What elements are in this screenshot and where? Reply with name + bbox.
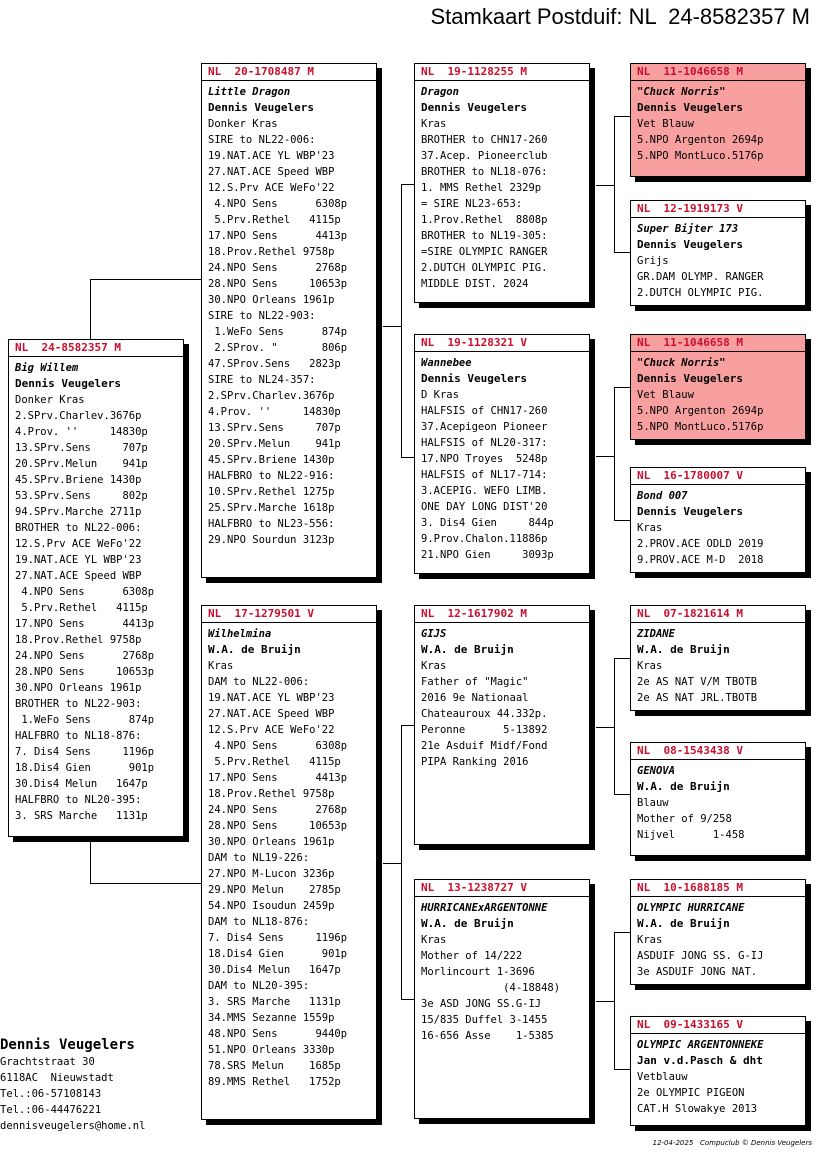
pigeon-card-sire-sire-dam[interactable] <box>630 200 806 306</box>
info-line: 5.NPO MontLuco.5176p <box>637 150 764 162</box>
owner-name: Dennis Veugelers <box>208 101 314 114</box>
info-line: 2e OLYMPIC PIGEON <box>637 1087 745 1099</box>
info-line: ONE DAY LONG DIST'20 <box>421 501 548 513</box>
info-line: 21e Asduif Midf/Fond <box>421 740 548 752</box>
ring-number: NL 16-1780007 V <box>631 468 805 485</box>
owner-name: W.A. de Bruijn <box>637 917 730 930</box>
connector-line <box>401 184 402 458</box>
info-line: Chateauroux 44.332p. <box>421 708 548 720</box>
info-line: PIPA Ranking 2016 <box>421 756 529 768</box>
pigeon-name: ZIDANE <box>637 628 675 640</box>
connector-line <box>614 387 630 388</box>
pigeon-name: Little Dragon <box>208 86 291 98</box>
connector-line <box>614 932 615 1070</box>
info-line: HALFSIS of NL17-714: <box>421 469 548 481</box>
info-line: 2.SProv. " 806p <box>208 342 348 354</box>
pigeon-card-subject[interactable] <box>8 339 184 837</box>
owner-name: Dennis Veugelers <box>637 505 743 518</box>
owner-name: Dennis Veugelers <box>421 101 527 114</box>
pigeon-card-dam-sire-sire[interactable] <box>630 605 806 711</box>
connector-line <box>614 932 630 933</box>
info-line: 48.NPO Sens 9440p <box>208 1028 348 1040</box>
footer-credit: 12-04-2025 Compuclub © Dennis Veugelers <box>652 1139 812 1147</box>
info-line: BROTHER to CHN17-260 <box>421 134 548 146</box>
connector-line <box>614 658 630 659</box>
connector-line <box>383 863 401 864</box>
info-line: Nijvel 1-458 <box>637 829 745 841</box>
pigeon-name: Wannebee <box>421 357 472 369</box>
breeder-info <box>0 1036 145 1134</box>
ring-number: NL 11-1046658 M <box>631 64 805 81</box>
info-line: 27.NAT.ACE Speed WBP <box>15 570 142 582</box>
pigeon-card-sire-dam-dam[interactable] <box>630 467 806 573</box>
info-line: 2.SPrv.Charlev.3676p <box>15 410 142 422</box>
info-line: 12.S.Prv ACE WeFo'22 <box>15 538 142 550</box>
info-line: 17.NPO Sens 4413p <box>208 772 348 784</box>
info-line: 18.Prov.Rethel 9758p <box>208 788 335 800</box>
info-line: 18.Dis4 Gien 901p <box>208 948 348 960</box>
info-line: 45.SPrv.Briene 1430p <box>208 454 335 466</box>
ring-number: NL 12-1617902 M <box>415 606 589 623</box>
info-line: 30.Dis4 Melun 1647p <box>208 964 341 976</box>
info-line: 4.Prov. '' 14830p <box>208 406 341 418</box>
info-line: 13.SPrv.Sens 707p <box>208 422 341 434</box>
info-line: 5.NPO Argenton 2694p <box>637 405 764 417</box>
info-line: Blauw <box>637 797 669 809</box>
info-line: 24.NPO Sens 2768p <box>208 804 348 816</box>
connector-line <box>596 1001 614 1002</box>
info-line: Kras <box>637 522 663 534</box>
connector-line <box>383 326 401 327</box>
info-line: Peronne 5-13892 <box>421 724 548 736</box>
info-line: 17.NPO Sens 4413p <box>15 618 155 630</box>
info-line: =SIRE OLYMPIC RANGER <box>421 246 548 258</box>
info-line: 28.NPO Sens 10653p <box>208 820 348 832</box>
connector-line <box>401 725 402 1000</box>
connector-line <box>401 999 414 1000</box>
connector-line <box>401 184 414 185</box>
connector-line <box>614 1069 630 1070</box>
info-line: 89.MMS Rethel 1752p <box>208 1076 341 1088</box>
info-line: Kras <box>637 934 663 946</box>
info-line: HALFBRO to NL22-916: <box>208 470 335 482</box>
info-line: 25.SPrv.Marche 1618p <box>208 502 335 514</box>
info-line: 16-656 Asse 1-5385 <box>421 1030 554 1042</box>
connector-line <box>90 883 201 884</box>
info-line: Grijs <box>637 255 669 267</box>
info-line: 51.NPO Orleans 3330p <box>208 1044 335 1056</box>
pigeon-card-dam-sire-dam[interactable] <box>630 742 806 856</box>
info-line: D Kras <box>421 389 459 401</box>
info-line: Morlincourt 1-3696 <box>421 966 535 978</box>
info-line: 9.Prov.Chalon.11886p <box>421 533 548 545</box>
connector-line <box>596 185 614 186</box>
info-line: CAT.H Slowakye 2013 <box>637 1103 758 1115</box>
ring-number: NL 07-1821614 M <box>631 606 805 623</box>
info-line: 7. Dis4 Sens 1196p <box>208 932 348 944</box>
owner-name: Dennis Veugelers <box>637 238 743 251</box>
info-line: Donker Kras <box>208 118 278 130</box>
breeder-postcode-city: 6118AC Nieuwstadt <box>0 1072 114 1084</box>
info-line: 2.SPrv.Charlev.3676p <box>208 390 335 402</box>
info-line: 5.Prv.Rethel 4115p <box>15 602 148 614</box>
info-line: Vet Blauw <box>637 118 694 130</box>
ring-number: NL 12-1919173 V <box>631 201 805 218</box>
owner-name: Dennis Veugelers <box>637 101 743 114</box>
owner-name: W.A. de Bruijn <box>208 643 301 656</box>
info-line: 2e AS NAT V/M TBOTB <box>637 676 758 688</box>
ring-number: NL 10-1688185 M <box>631 880 805 897</box>
info-line: 17.NPO Troyes 5248p <box>421 453 548 465</box>
info-line: 37.Acep. Pioneerclub <box>421 150 548 162</box>
pigeon-card-dam[interactable] <box>201 605 377 1120</box>
info-line: BROTHER to NL18-076: <box>421 166 548 178</box>
info-line: DAM to NL19-226: <box>208 852 310 864</box>
info-line: 29.NPO Melun 2785p <box>208 884 341 896</box>
ring-number: NL 09-1433165 V <box>631 1017 805 1034</box>
info-line: DAM to NL20-395: <box>208 980 310 992</box>
connector-line <box>614 387 615 521</box>
info-line: 3e ASDUIF JONG NAT. <box>637 966 758 978</box>
connector-line <box>596 456 614 457</box>
info-line: 20.SPrv.Melun 941p <box>208 438 341 450</box>
info-line: 29.NPO Sourdun 3123p <box>208 534 335 546</box>
info-line: 54.NPO Isoudun 2459p <box>208 900 335 912</box>
info-line: 27.NAT.ACE Speed WBP <box>208 708 335 720</box>
info-line: 19.NAT.ACE YL WBP'23 <box>208 150 335 162</box>
info-line: 78.SRS Melun 1685p <box>208 1060 341 1072</box>
pigeon-card-dam-sire[interactable] <box>414 605 590 845</box>
ring-number: NL 24-8582357 M <box>9 340 183 357</box>
info-line: 3.ACEPIG. WEFO LIMB. <box>421 485 548 497</box>
owner-name: Dennis Veugelers <box>15 377 121 390</box>
pigeon-card-dam-dam-sire[interactable] <box>630 879 806 985</box>
info-line: HALFSIS of CHN17-260 <box>421 405 548 417</box>
info-line: 12.S.Prv ACE WeFo'22 <box>208 724 335 736</box>
info-line: 4.NPO Sens 6308p <box>208 740 348 752</box>
info-line: Kras <box>421 660 447 672</box>
pigeon-name: Wilhelmina <box>208 628 272 640</box>
info-line: 18.Dis4 Gien 901p <box>15 762 155 774</box>
breeder-name: Dennis Veugelers <box>0 1037 135 1053</box>
info-line: Kras <box>637 660 663 672</box>
info-line: HALFBRO to NL20-395: <box>15 794 142 806</box>
info-line: Vet Blauw <box>637 389 694 401</box>
breeder-phone-1: Tel.:06-57108143 <box>0 1088 102 1100</box>
ring-number: NL 13-1238727 V <box>415 880 589 897</box>
info-line: Kras <box>421 934 447 946</box>
info-line: MIDDLE DIST. 2024 <box>421 278 529 290</box>
connector-line <box>90 279 201 280</box>
info-line: 37.Acepigeon Pioneer <box>421 421 548 433</box>
info-line: 45.SPrv.Briene 1430p <box>15 474 142 486</box>
breeder-address: Grachtstraat 30 <box>0 1056 95 1068</box>
pigeon-card-dam-dam[interactable] <box>414 879 590 1119</box>
info-line: 2.DUTCH OLYMPIC PIG. <box>421 262 548 274</box>
info-line: 5.Prv.Rethel 4115p <box>208 214 341 226</box>
info-line: BROTHER to NL22-903: <box>15 698 142 710</box>
pigeon-name: Super Bijter 173 <box>637 223 739 235</box>
pigeon-card-sire-sire-sire[interactable] <box>630 63 806 177</box>
info-line: (4-18848) <box>421 982 561 994</box>
owner-name: Dennis Veugelers <box>637 372 743 385</box>
info-line: 28.NPO Sens 10653p <box>208 278 348 290</box>
breeder-email[interactable]: dennisveugelers@home.nl <box>0 1120 146 1132</box>
info-line: Donker Kras <box>15 394 85 406</box>
info-line: 30.NPO Orleans 1961p <box>208 294 335 306</box>
pigeon-card-sire-dam[interactable] <box>414 334 590 574</box>
info-line: Kras <box>208 660 234 672</box>
ring-number: NL 11-1046658 M <box>631 335 805 352</box>
info-line: 2.PROV.ACE ODLD 2019 <box>637 538 764 550</box>
info-line: 1. MMS Rethel 2329p <box>421 182 542 194</box>
info-line: 3. SRS Marche 1131p <box>208 996 341 1008</box>
info-line: 7. Dis4 Sens 1196p <box>15 746 155 758</box>
connector-line <box>401 725 414 726</box>
info-line: 30.Dis4 Melun 1647p <box>15 778 148 790</box>
connector-line <box>401 457 414 458</box>
info-line: 18.Prov.Rethel 9758p <box>208 246 335 258</box>
info-line: 24.NPO Sens 2768p <box>208 262 348 274</box>
pigeon-name: "Chuck Norris" <box>637 86 726 98</box>
pigeon-card-sire-dam-sire[interactable] <box>630 334 806 440</box>
pigeon-card-sire[interactable] <box>201 63 377 578</box>
info-line: DAM to NL22-006: <box>208 676 310 688</box>
info-line: 1.WeFo Sens 874p <box>208 326 348 338</box>
info-line: 21.NPO Gien 3093p <box>421 549 554 561</box>
info-line: 27.NPO M-Lucon 3236p <box>208 868 335 880</box>
info-line: 5.NPO Argenton 2694p <box>637 134 764 146</box>
connector-line <box>90 842 91 883</box>
info-line: 2e AS NAT JRL.TBOTB <box>637 692 758 704</box>
info-line: HALFSIS of NL20-317: <box>421 437 548 449</box>
info-line: 15/835 Duffel 3-1455 <box>421 1014 548 1026</box>
owner-name: W.A. de Bruijn <box>421 917 514 930</box>
pigeon-card-dam-dam-dam[interactable] <box>630 1016 806 1126</box>
info-line: 1.Prov.Rethel 8808p <box>421 214 548 226</box>
info-line: GR.DAM OLYMP. RANGER <box>637 271 764 283</box>
pigeon-name: GENOVA <box>637 765 675 777</box>
info-line: 5.NPO MontLuco.5176p <box>637 421 764 433</box>
connector-line <box>614 520 630 521</box>
connector-line <box>614 794 630 795</box>
breeder-phone-2: Tel.:06-44476221 <box>0 1104 102 1116</box>
info-line: 9.PROV.ACE M-D 2018 <box>637 554 764 566</box>
info-line: 1.WeFo Sens 874p <box>15 714 155 726</box>
pigeon-name: GIJS <box>421 628 447 640</box>
info-line: Father of "Magic" <box>421 676 529 688</box>
info-line: 19.NAT.ACE YL WBP'23 <box>15 554 142 566</box>
pigeon-name: Dragon <box>421 86 459 98</box>
info-line: Mother of 9/258 <box>637 813 732 825</box>
info-line: 4.Prov. '' 14830p <box>15 426 148 438</box>
pigeon-name: Bond 007 <box>637 490 688 502</box>
connector-line <box>614 116 615 253</box>
info-line: 3. SRS Marche 1131p <box>15 810 148 822</box>
info-line: 10.SPrv.Rethel 1275p <box>208 486 335 498</box>
info-line: 34.MMS Sezanne 1559p <box>208 1012 335 1024</box>
info-line: Kras <box>421 118 447 130</box>
info-line: 13.SPrv.Sens 707p <box>15 442 148 454</box>
info-line: SIRE to NL22-006: <box>208 134 316 146</box>
info-line: 24.NPO Sens 2768p <box>15 650 155 662</box>
info-line: 19.NAT.ACE YL WBP'23 <box>208 692 335 704</box>
info-line: 2.DUTCH OLYMPIC PIG. <box>637 287 764 299</box>
info-line: 28.NPO Sens 10653p <box>15 666 155 678</box>
info-line: 27.NAT.ACE Speed WBP <box>208 166 335 178</box>
info-line: 20.SPrv.Melun 941p <box>15 458 148 470</box>
connector-line <box>596 727 614 728</box>
owner-name: W.A. de Bruijn <box>421 643 514 656</box>
connector-line <box>614 116 630 117</box>
info-line: HALFBRO to NL23-556: <box>208 518 335 530</box>
pigeon-name: "Chuck Norris" <box>637 357 726 369</box>
info-line: ASDUIF JONG SS. G-IJ <box>637 950 764 962</box>
ring-number: NL 20-1708487 M <box>202 64 376 81</box>
owner-name: Jan v.d.Pasch & dht <box>637 1054 763 1067</box>
info-line: 53.SPrv.Sens 802p <box>15 490 148 502</box>
info-line: 3e ASD JONG SS.G-IJ <box>421 998 542 1010</box>
pigeon-name: HURRICANExARGENTONNE <box>421 902 548 914</box>
connector-line <box>90 279 91 339</box>
connector-line <box>614 658 615 795</box>
info-line: 30.NPO Orleans 1961p <box>208 836 335 848</box>
info-line: 17.NPO Sens 4413p <box>208 230 348 242</box>
pigeon-card-sire-sire[interactable] <box>414 63 590 303</box>
info-line: DAM to NL18-876: <box>208 916 310 928</box>
page-title: Stamkaart Postduif: NL 24-8582357 M <box>430 4 810 29</box>
info-line: 94.SPrv.Marche 2711p <box>15 506 142 518</box>
owner-name: W.A. de Bruijn <box>637 780 730 793</box>
ring-number: NL 19-1128255 M <box>415 64 589 81</box>
info-line: BROTHER to NL22-006: <box>15 522 142 534</box>
info-line: Vetblauw <box>637 1071 688 1083</box>
info-line: BROTHER to NL19-305: <box>421 230 548 242</box>
owner-name: W.A. de Bruijn <box>637 643 730 656</box>
pigeon-name: OLYMPIC HURRICANE <box>637 902 745 914</box>
owner-name: Dennis Veugelers <box>421 372 527 385</box>
info-line: SIRE to NL22-903: <box>208 310 316 322</box>
info-line: 47.SProv.Sens 2823p <box>208 358 341 370</box>
info-line: SIRE to NL24-357: <box>208 374 316 386</box>
info-line: 5.Prv.Rethel 4115p <box>208 756 341 768</box>
pigeon-name: OLYMPIC ARGENTONNEKE <box>637 1039 764 1051</box>
pigeon-name: Big Willem <box>15 362 79 374</box>
info-line: HALFBRO to NL18-876: <box>15 730 142 742</box>
info-line: 4.NPO Sens 6308p <box>15 586 155 598</box>
info-line: 3. Dis4 Gien 844p <box>421 517 554 529</box>
info-line: Mother of 14/222 <box>421 950 523 962</box>
info-line: = SIRE NL23-653: <box>421 198 523 210</box>
info-line: 4.NPO Sens 6308p <box>208 198 348 210</box>
info-line: 2016 9e Nationaal <box>421 692 529 704</box>
ring-number: NL 08-1543438 V <box>631 743 805 760</box>
connector-line <box>614 252 630 253</box>
info-line: 30.NPO Orleans 1961p <box>15 682 142 694</box>
info-line: 12.S.Prv ACE WeFo'22 <box>208 182 335 194</box>
ring-number: NL 17-1279501 V <box>202 606 376 623</box>
ring-number: NL 19-1128321 V <box>415 335 589 352</box>
info-line: 18.Prov.Rethel 9758p <box>15 634 142 646</box>
